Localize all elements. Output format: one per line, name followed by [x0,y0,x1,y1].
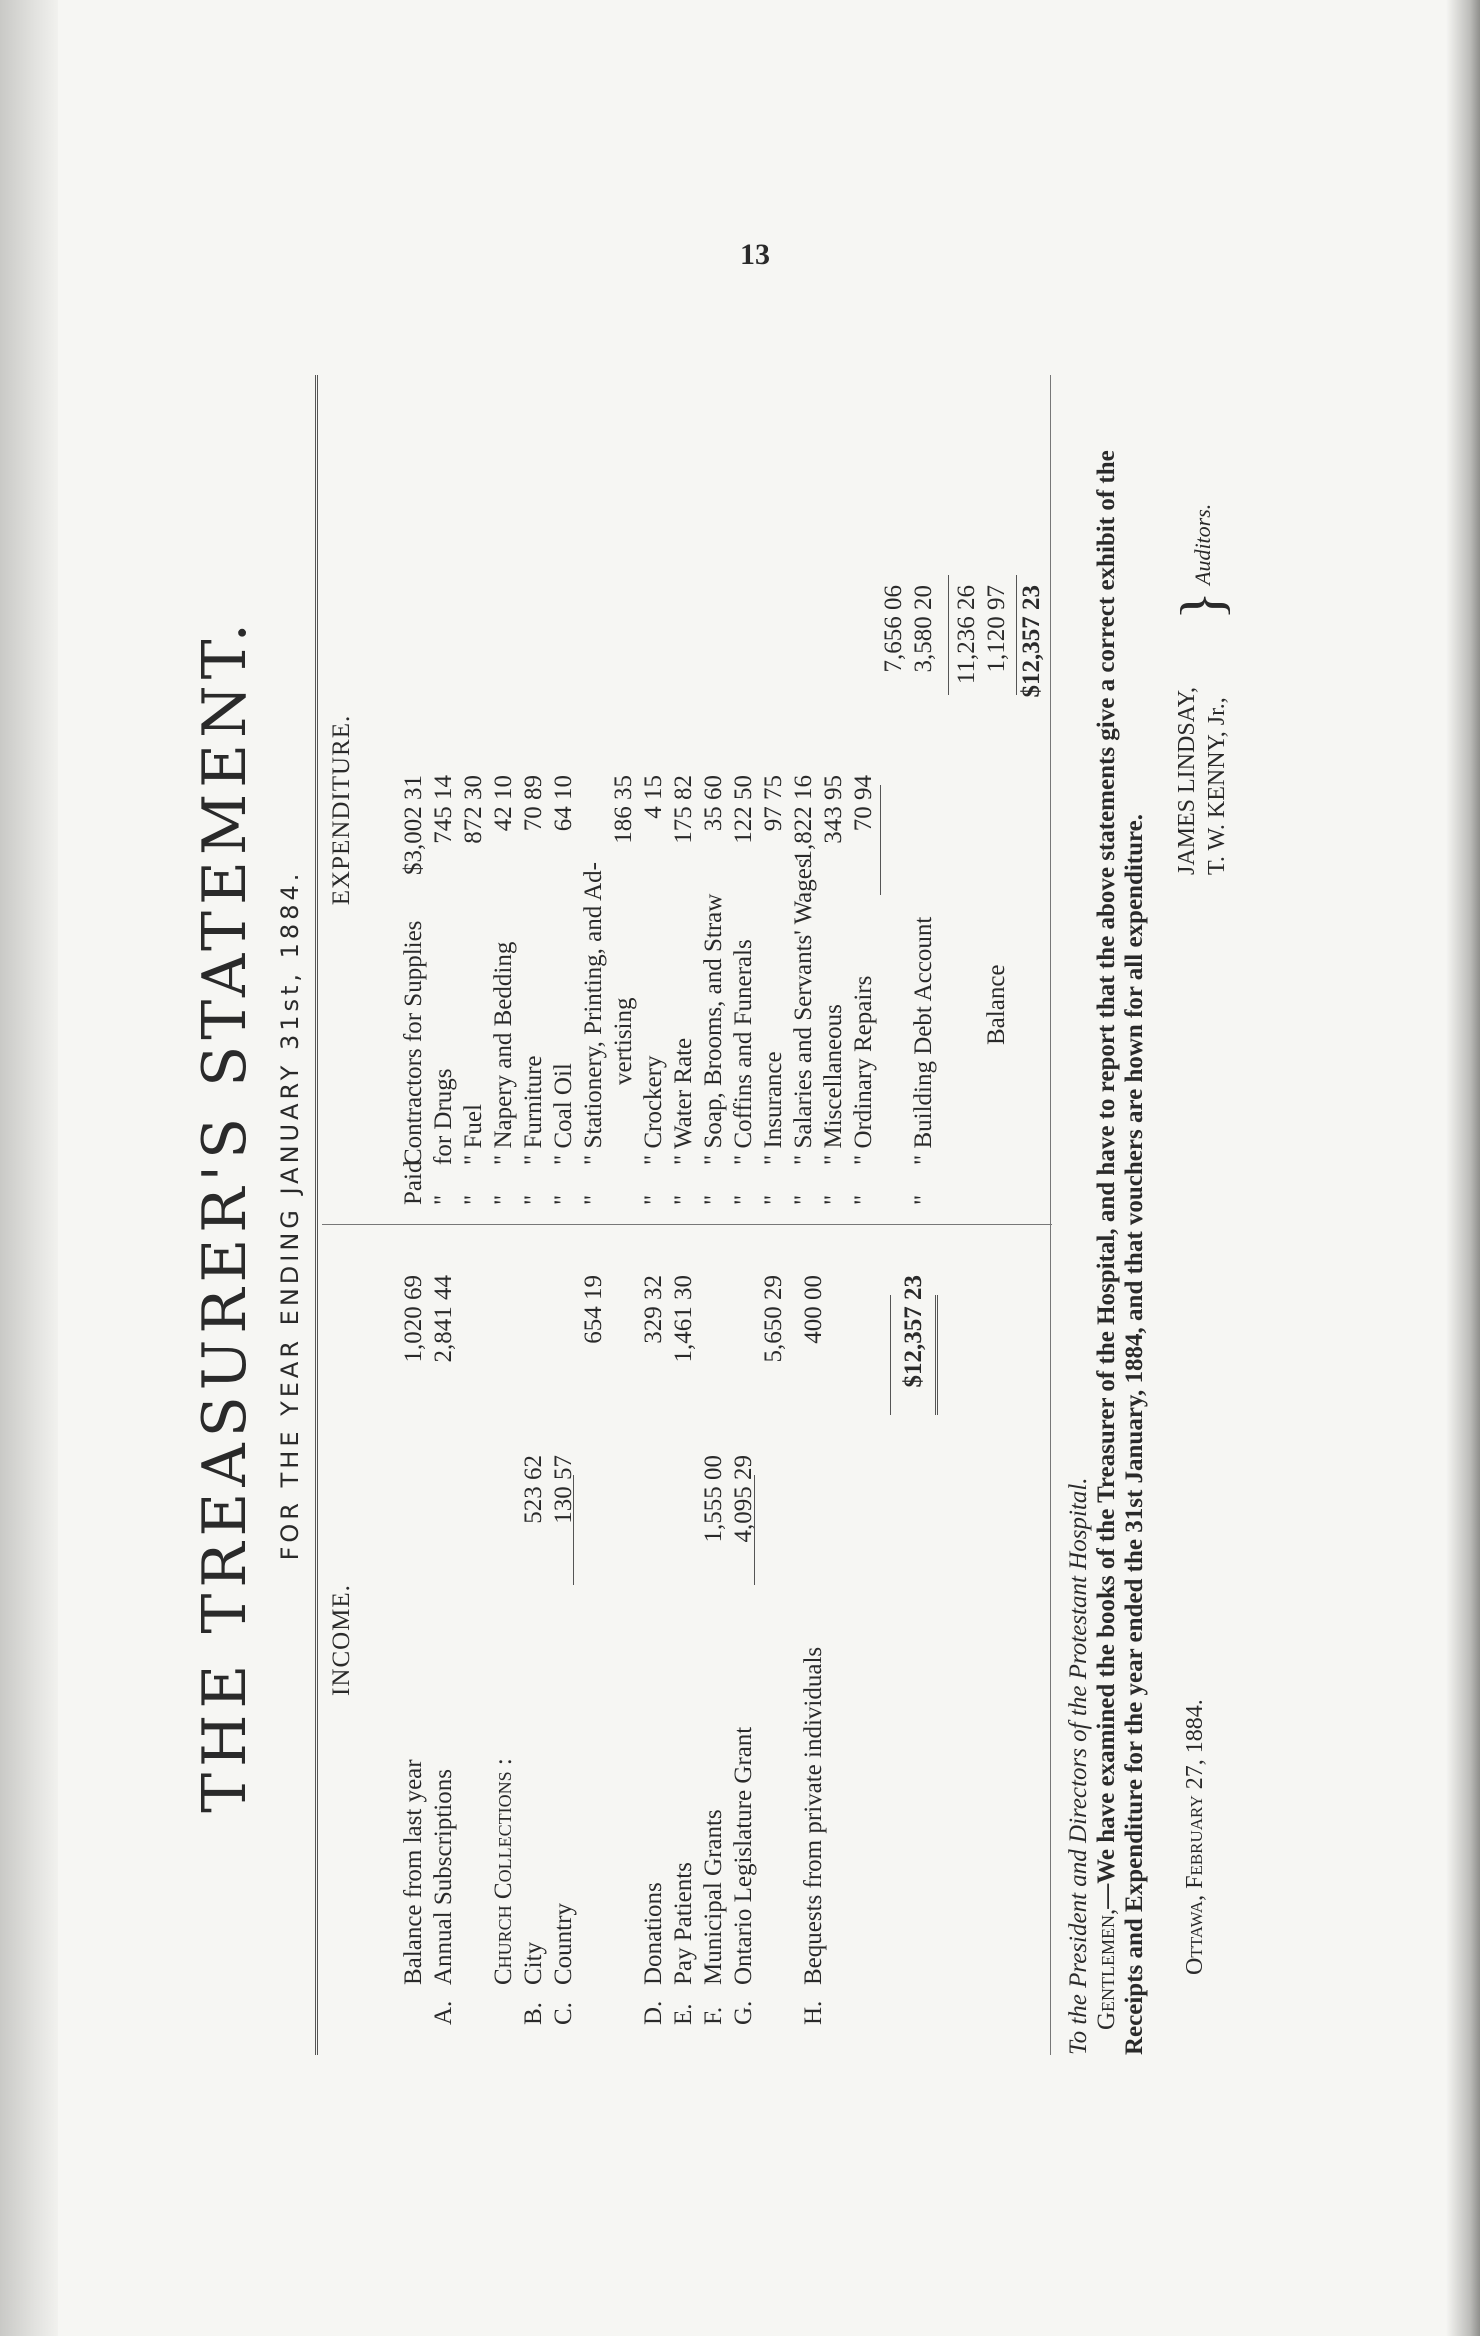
row-value: 3,580 20 [910,585,937,673]
balance-value: 1,120 97 [983,585,1010,673]
row-value: 5,650 29 [760,1275,787,1363]
expenditure-row [580,375,610,1205]
row-mark: B. [520,2002,547,2025]
row-mark: C. [550,2002,577,2025]
page-number: 13 [740,238,770,271]
row-value: 872 30 [460,775,487,844]
row-value: 64 10 [550,775,577,832]
income-row [580,1225,610,2025]
row-mark: E. [670,2003,697,2025]
statement-subtitle: FOR THE YEAR ENDING JANUARY 31st, 1884. [276,869,304,1561]
row-value: 1,461 30 [670,1275,697,1363]
expenditure-row [820,375,850,1205]
expenditure-row [730,375,760,1205]
row-mark: " [430,1194,457,1205]
row-value: 97 75 [760,775,787,832]
row-label: Bequests from private individuals [800,1646,827,1985]
row-mark: H. [800,2000,827,2025]
row-mark: D. [640,2000,667,2025]
row-label: Church Collections : [490,1758,517,1985]
row-value: 400 00 [800,1275,827,1344]
sum-rule [948,575,949,695]
row-label: " Stationery, Printing, and Ad- [580,861,607,1165]
row-mark: " [580,1194,607,1205]
address-line: To the President and Directors of the Protestant Hospital. [1065,1477,1092,2055]
row-label: Balance from last year [400,1759,427,1985]
row-label: " Soap, Brooms, and Straw [700,893,727,1165]
row-mark: " [520,1194,547,1205]
expenditure-row [790,375,820,1205]
income-row [430,1225,460,2025]
row-mark: " [910,1194,937,1205]
income-row [640,1225,670,2025]
auditor-name: T. W. KENNY, Jr., [1204,697,1230,875]
row-mark: A. [430,2000,457,2025]
building-debt-row [910,375,940,1205]
row-value: 70 89 [520,775,547,832]
binding-gutter [0,0,58,2336]
row-label: Country [550,1903,577,1985]
row-value: 343 95 [820,775,847,844]
row-subvalue: 523 62 [520,1455,547,1524]
row-label: " Building Debt Account [910,916,937,1165]
income-row [760,1225,790,2025]
expenditure-row [460,375,490,1205]
sum-value: 11,236 26 [953,585,980,685]
income-total [900,1225,930,2025]
total-double-rule [935,1295,938,1415]
row-value: 175 82 [670,775,697,844]
top-double-rule [315,375,318,2055]
row-label: " Napery and Bedding [490,941,517,1165]
row-value: 1,822 16 [790,775,817,863]
expenditure-row [640,375,670,1205]
total-rule [1016,575,1017,695]
row-value: 122 50 [730,775,757,844]
row-label: City [520,1941,547,1985]
row-mark: " [700,1194,727,1205]
salutation: Gentlemen, [1093,1908,1120,2030]
expenditure-row [850,375,880,1205]
expenditure-row [550,375,580,1205]
row-subvalue: 1,555 00 [700,1455,727,1543]
subtotal-value: 7,656 06 [880,585,907,673]
total-rule [890,1295,891,1415]
row-mark: " [490,1194,517,1205]
row-mark: " [670,1194,697,1205]
row-mark: " [790,1194,817,1205]
row-value: 42 10 [490,775,517,832]
row-value: 745 14 [430,775,457,844]
row-mark: " [760,1194,787,1205]
income-heading: INCOME. [328,1584,355,1696]
expenditure-row [400,375,430,1205]
row-label: Pay Patients [670,1862,697,1985]
expenditure-subtotal [880,375,910,1205]
brace-glyph: } [1169,591,1235,620]
expenditure-sum [953,375,983,1205]
row-value: 329 32 [640,1275,667,1344]
row-subvalue: 130 57 [550,1455,577,1524]
row-value: 2,841 44 [430,1275,457,1363]
report-body: —We have examined the books of the Treasurer of the Hospital, and have to report that the above statements give a correct exhibit of the Receipts and Expenditure for the year ended the 31st January, 1884, and that vouchers are hown for all expenditure. [1093,450,1148,2055]
row-value: 70 94 [850,775,877,832]
subtotal-rule [573,1475,574,1585]
income-row [700,1225,730,2025]
row-mark: " [820,1194,847,1205]
income-row [670,1225,700,2025]
row-label: " Coal Oil [550,1063,577,1165]
income-row [490,1225,520,2025]
expenditure-row [430,375,460,1205]
date-line: Ottawa, February 27, 1884. [1182,1699,1208,1975]
row-value: 35 60 [700,775,727,832]
row-label: " Miscellaneous [820,1004,847,1165]
row-label: " Water Rate [670,1037,697,1165]
row-value: 1,020 69 [400,1275,427,1363]
table-bottom-rule [1050,375,1051,2055]
row-label: " Ordinary Repairs [850,975,877,1165]
income-row [400,1225,430,2025]
income-row [800,1225,830,2025]
total-value: $12,357 23 [1018,585,1045,698]
row-label: " Furniture [520,1055,547,1165]
row-mark: " [460,1194,487,1205]
row-value: 4 15 [640,775,667,819]
income-row [550,1225,580,2025]
row-mark: " [550,1194,577,1205]
row-value: 186 35 [610,775,637,844]
expenditure-row [610,375,640,1205]
subtotal-rule [754,1475,755,1585]
row-label: Annual Subscriptions [430,1769,457,1985]
row-label: " Coffins and Funerals [730,939,757,1165]
income-row [730,1225,760,2025]
auditor-name: JAMES LINDSAY, [1174,686,1200,875]
expenditure-total [1018,375,1048,1205]
expenditure-row [490,375,520,1205]
row-label: Contractors for Supplies [400,920,427,1165]
row-label: " Salaries and Servants' Wages [790,858,817,1165]
row-label: " Crockery [640,1055,667,1165]
auditors-report [1065,375,1149,2055]
balance-label: Balance [983,964,1010,1045]
balance-row [983,375,1013,1205]
row-mark: Paid [400,1160,427,1205]
row-label: " Insurance [760,1051,787,1165]
row-value: 654 19 [580,1275,607,1344]
row-label: Municipal Grants [700,1809,727,1985]
row-mark: " [640,1194,667,1205]
expenditure-row [670,375,700,1205]
rotated-statement [160,375,1310,2055]
total-value: $12,357 23 [900,1275,927,1388]
row-label: Ontario Legislature Grant [730,1726,757,1985]
expenditure-row [760,375,790,1205]
row-label: for Drugs [430,1068,457,1165]
row-label: " Fuel [460,1104,487,1165]
page-edge [1446,0,1480,2336]
statement-title: THE TREASURER'S STATEMENT. [190,617,260,1813]
income-row [520,1225,550,2025]
row-mark: " [730,1194,757,1205]
auditors-label: Auditors. [1190,503,1215,585]
expenditure-row [700,375,730,1205]
expenditure-heading: EXPENDITURE. [328,714,355,906]
auditor-names [1172,687,1232,875]
row-mark: F. [700,2006,727,2025]
row-label: Donations [640,1882,667,1985]
row-subvalue: 4,095 29 [730,1455,757,1543]
row-mark: G. [730,2000,757,2025]
expenditure-row [520,375,550,1205]
row-mark: " [850,1194,877,1205]
row-label: vertising [610,997,637,1085]
row-value: $3,002 31 [400,775,427,875]
